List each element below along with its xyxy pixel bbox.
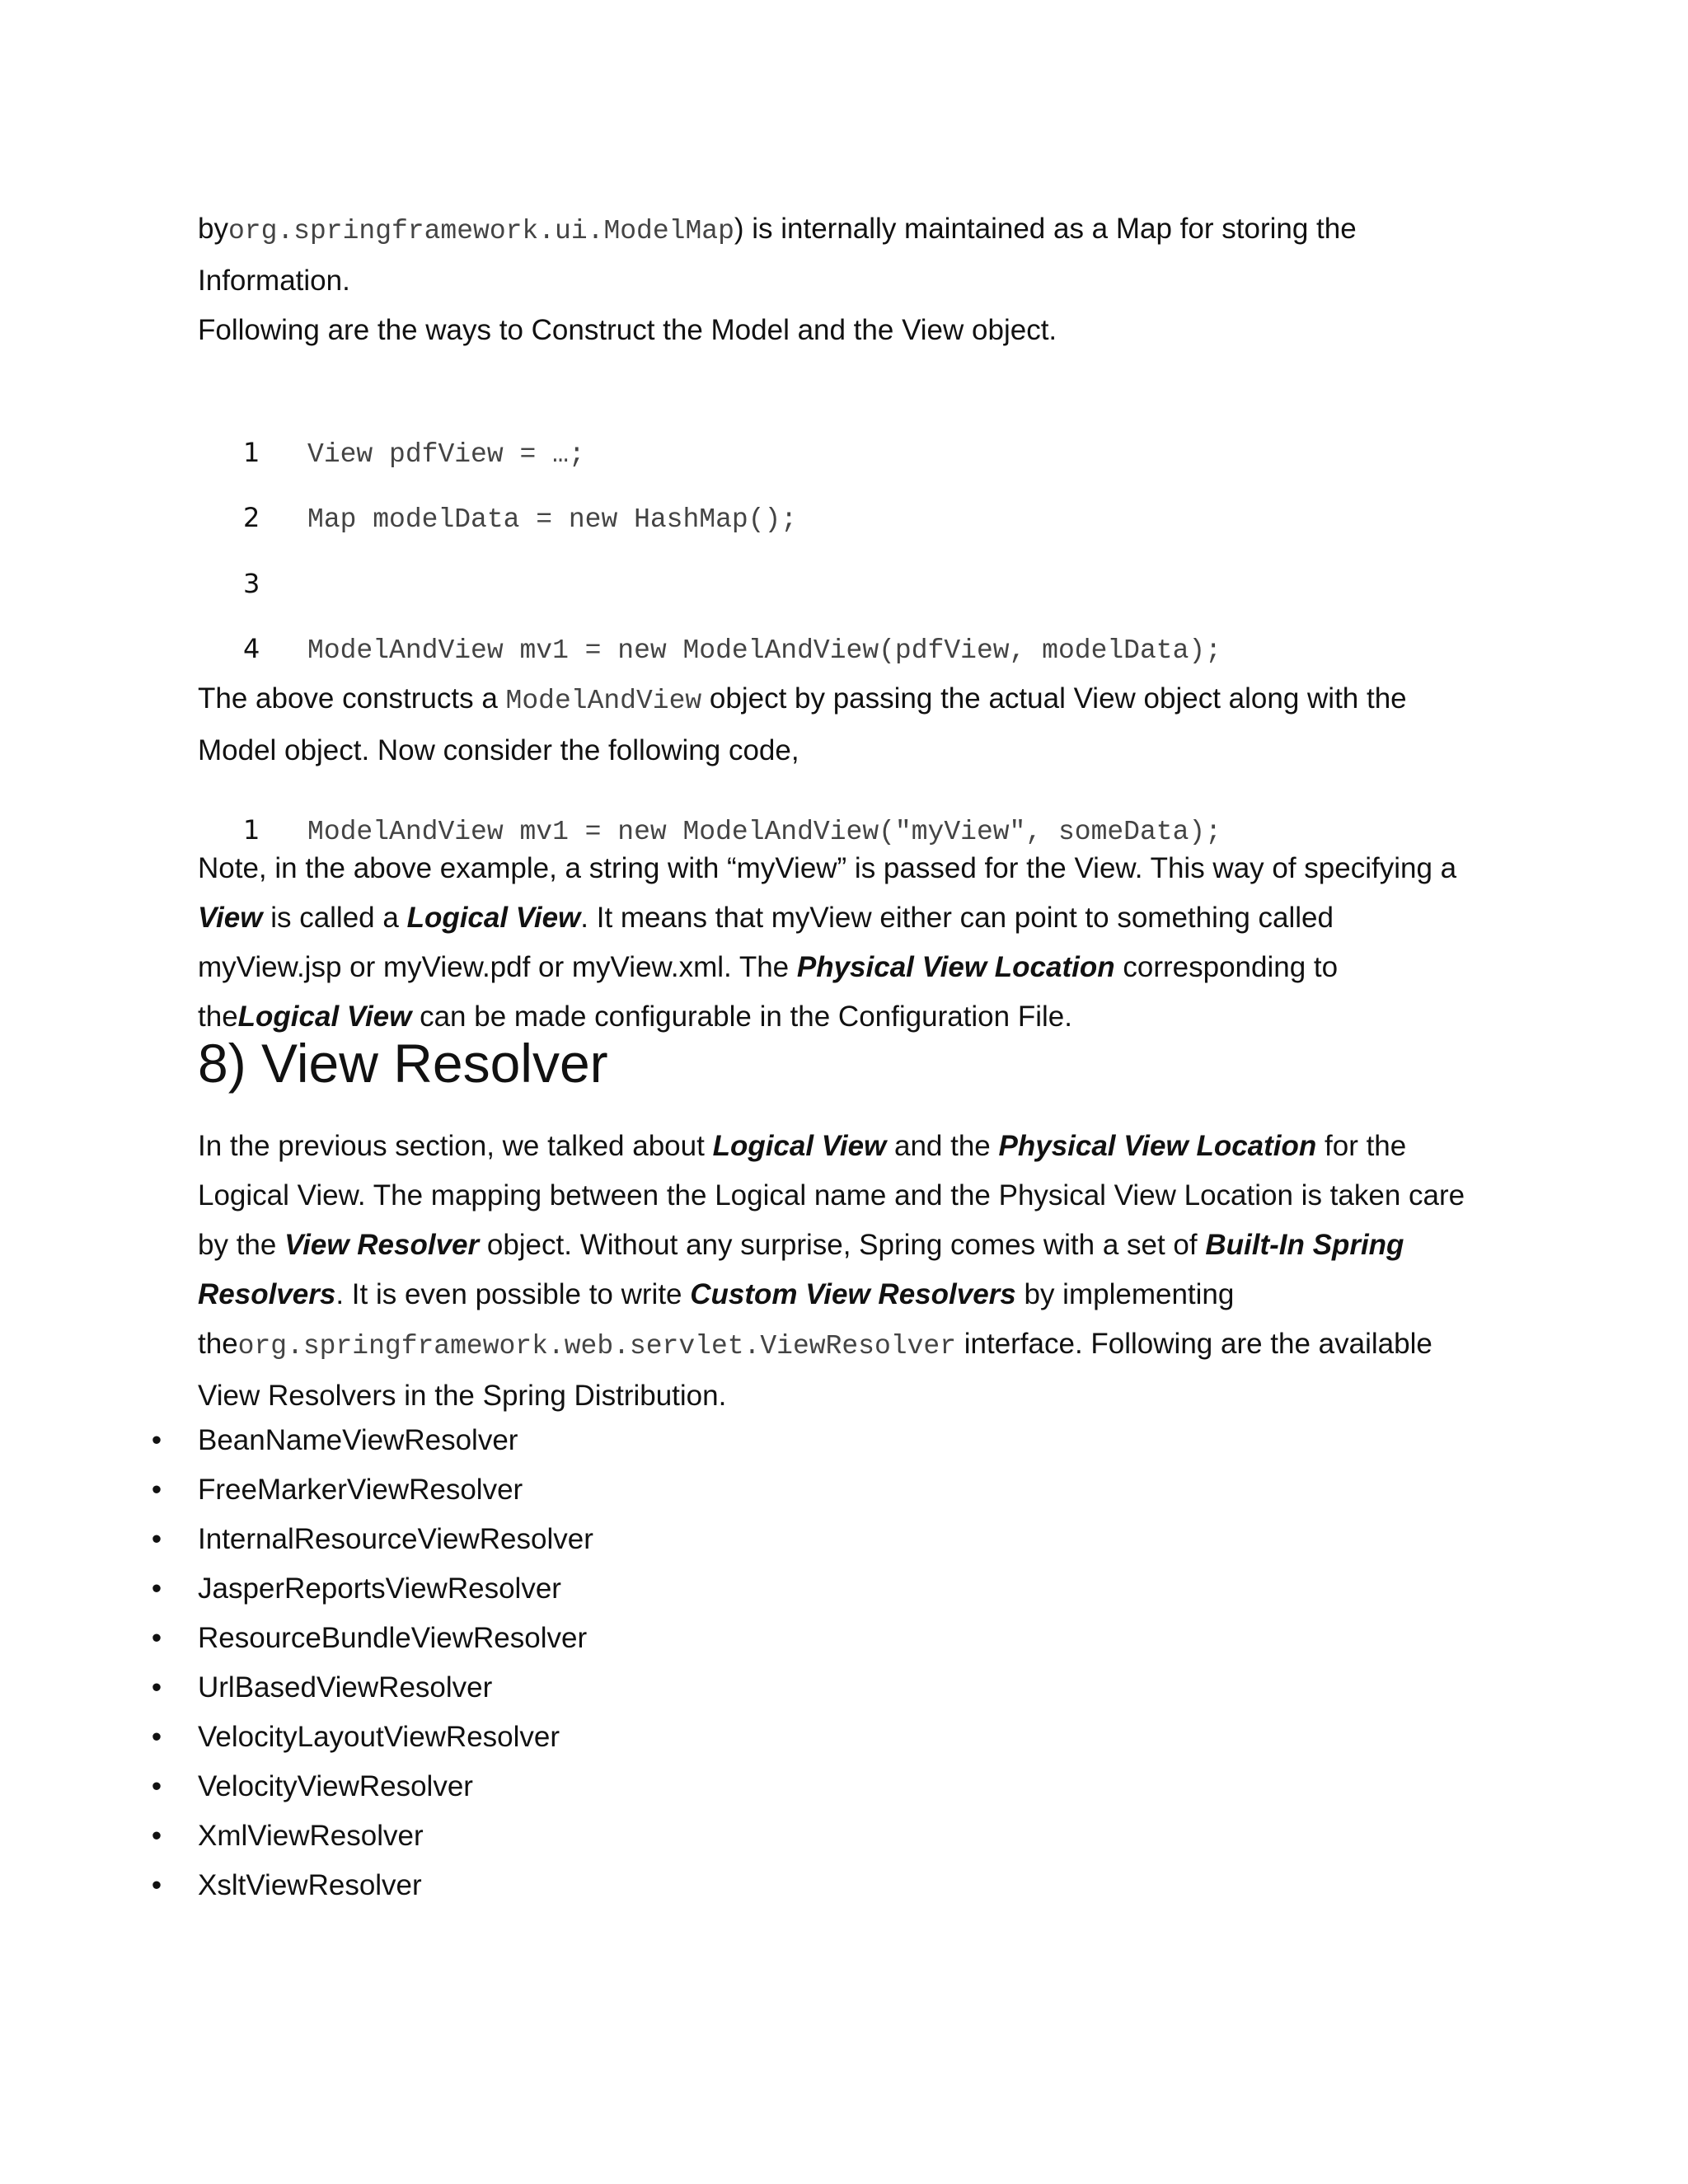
note-text: Note, in the above example, a string with “myView” is passed for the View. This way of specifying a — [198, 852, 1457, 884]
para-prefix: The above constructs a — [198, 682, 506, 715]
list-item-label: XmlViewResolver — [198, 1820, 424, 1852]
line-number: 1 — [243, 814, 260, 846]
bullet: • — [151, 1770, 162, 1802]
resolver-text: In the previous section, we talked about — [198, 1130, 713, 1162]
emphasis: Logical View — [712, 1130, 887, 1162]
code-text: ModelAndView mv1 = new ModelAndView(pdfView, modelData); — [307, 635, 1221, 666]
line-number: 2 — [243, 502, 260, 533]
model-and-view-paragraph — [198, 674, 1484, 776]
bullet: • — [151, 1671, 162, 1704]
bullet: • — [151, 1869, 162, 1901]
list-item-label: BeanNameViewResolver — [198, 1424, 518, 1456]
bullet: • — [151, 1572, 162, 1605]
intro-code: org.springframework.ui.ModelMap — [227, 216, 734, 246]
view-resolver-paragraph — [198, 1122, 1492, 1421]
list-item — [151, 1465, 593, 1515]
list-item-label: VelocityLayoutViewResolver — [198, 1721, 560, 1753]
list-item — [151, 1564, 593, 1614]
note-text: corresponding to the — [198, 951, 1339, 1033]
emphasis: Custom View Resolvers — [690, 1278, 1016, 1310]
bullet: • — [151, 1622, 162, 1654]
code-line — [198, 768, 1221, 847]
code-line — [198, 456, 798, 535]
list-item — [151, 1515, 593, 1564]
resolver-code: org.springframework.web.servlet.ViewResolver — [237, 1331, 956, 1361]
note-text: is called a — [262, 902, 407, 934]
note-paragraph — [198, 844, 1467, 1042]
emphasis: Built-In Spring Resolvers — [198, 1229, 1404, 1310]
resolver-text: by implementing the — [198, 1278, 1235, 1360]
resolver-text: for the Logical View. The mapping between the Logical name and the Physical View Location is taken care by the — [198, 1130, 1465, 1261]
list-item — [151, 1713, 593, 1762]
section-heading: 8) View Resolver — [198, 1033, 608, 1094]
code-text: ModelAndView mv1 = new ModelAndView("myView", someData); — [307, 817, 1221, 847]
list-item-label: JasperReportsViewResolver — [198, 1572, 561, 1605]
line-number: 3 — [243, 568, 260, 599]
list-item-label: FreeMarkerViewResolver — [198, 1474, 523, 1506]
emphasis: View Resolver — [284, 1229, 480, 1261]
para-line-2: Model object. Now consider the following code, — [198, 734, 799, 766]
code-line — [198, 587, 1221, 666]
code-line — [198, 391, 585, 470]
list-item — [151, 1663, 593, 1713]
emphasis: Physical View Location — [796, 951, 1115, 983]
emphasis: Logical View — [237, 1001, 412, 1033]
resolver-list — [151, 1416, 593, 1910]
list-item-label: UrlBasedViewResolver — [198, 1671, 493, 1704]
resolver-text: . It is even possible to write — [335, 1278, 691, 1310]
note-text: . It means that myView either can point to something called myView.jsp or myView.pdf or myView.xml. The — [198, 902, 1334, 983]
emphasis: Logical View — [406, 902, 581, 934]
list-item-label: ResourceBundleViewResolver — [198, 1622, 588, 1654]
list-item — [151, 1762, 593, 1811]
intro-line-3: Following are the ways to Construct the Model and the View object. — [198, 314, 1057, 346]
note-text: can be made configurable in the Configuration File. — [411, 1001, 1072, 1033]
intro-suffix: ) is internally maintained as a Map for storing the — [734, 213, 1357, 245]
list-item-label: InternalResourceViewResolver — [198, 1523, 593, 1555]
code-text: View pdfView = …; — [307, 439, 585, 470]
list-item — [151, 1614, 593, 1663]
list-item — [151, 1861, 593, 1910]
list-item-label: XsltViewResolver — [198, 1869, 422, 1901]
resolver-text: and the — [886, 1130, 999, 1162]
bullet: • — [151, 1820, 162, 1852]
list-item — [151, 1416, 593, 1465]
bullet: • — [151, 1721, 162, 1753]
resolver-text: object. Without any surprise, Spring comes with a set of — [479, 1229, 1206, 1261]
intro-line-2: Information. — [198, 265, 350, 297]
emphasis: View — [198, 902, 263, 934]
para-code: ModelAndView — [505, 686, 702, 716]
list-item — [151, 1811, 593, 1861]
code-text: Map modelData = new HashMap(); — [307, 504, 798, 535]
list-item-label: VelocityViewResolver — [198, 1770, 473, 1802]
line-number: 1 — [243, 437, 260, 468]
emphasis: Physical View Location — [998, 1130, 1317, 1162]
para-suffix: object by passing the actual View object along with the — [701, 682, 1407, 715]
intro-paragraph — [198, 204, 1484, 355]
resolver-text: interface. Following are the available View Resolvers in the Spring Distribution. — [198, 1328, 1432, 1412]
intro-prefix: by — [198, 213, 228, 245]
bullet: • — [151, 1523, 162, 1555]
bullet: • — [151, 1474, 162, 1506]
bullet: • — [151, 1424, 162, 1456]
line-number: 4 — [243, 633, 260, 664]
code-line — [198, 522, 307, 599]
